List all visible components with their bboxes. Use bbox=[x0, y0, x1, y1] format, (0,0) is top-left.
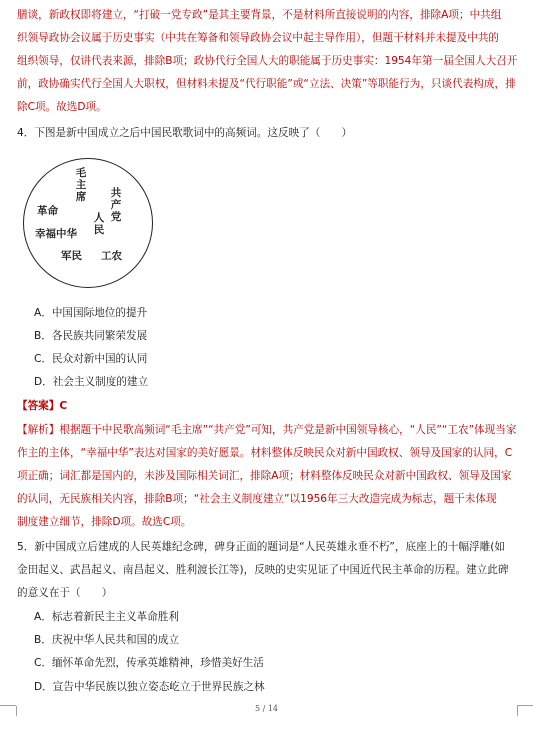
q5-option-c[interactable]: C．缅怀革命先烈，传承英雄精神，珍惜美好生活 bbox=[34, 657, 264, 669]
q5-stem-line: 金田起义、武昌起义、南昌起义、胜利渡长江等)，反映的史实见证了中国近代民主革命的历程。建立此碑 bbox=[17, 564, 509, 576]
page-number: 5 / 14 bbox=[254, 704, 279, 713]
q4-option-a[interactable]: A．中国国际地位的提升 bbox=[34, 307, 148, 319]
q4-analysis-line: 【解析】根据题干中民歌高频词“毛主席”“共产党”可知，共产党是新中国领导核心，“人民”“工农”体现当家 bbox=[17, 424, 517, 436]
q5-option-d[interactable]: D．宣告中华民族以独立姿态屹立于世界民族之林 bbox=[34, 681, 265, 693]
q4-answer: 【答案】C bbox=[17, 400, 68, 412]
q4-analysis-line: 的认同，无民族相关内容，排除B项；“社会主义制度建立”以1956年三大改造完成为标志，题干未体现 bbox=[17, 493, 497, 505]
q4-analysis-line: 项正确；词汇都是国内的，未涉及国际相关词汇，排除A项；材料整体反映民众对新中国政权、领导及国家 bbox=[17, 470, 512, 482]
q5-option-a[interactable]: A．标志着新民主主义革命胜利 bbox=[34, 611, 179, 623]
question-4-stem: 4．下图是新中国成立之后中国民歌歌词中的高频词。这反映了（ ） bbox=[17, 127, 353, 139]
q5-stem-line: 的意义在于（ ） bbox=[17, 587, 113, 599]
q4-analysis-line: 作主的主体，“幸福中华”表达对国家的美好愿景。材料整体反映民众对新中国政权、领导及国家的认同，C bbox=[17, 447, 513, 459]
q4-option-d[interactable]: D．社会主义制度的建立 bbox=[34, 376, 149, 388]
word-renmin: 人民 bbox=[93, 212, 105, 236]
word-geming: 革命 bbox=[37, 205, 58, 217]
word-junmin: 军民 bbox=[61, 250, 82, 262]
word-xingfu-zhonghua: 幸福中华 bbox=[35, 228, 77, 240]
prev-analysis-line: 织领导政协会议属于历史事实（中共在筹备和领导政协会议中起主导作用），但题干材料并未提及中共的 bbox=[17, 32, 500, 44]
word-gongchandang: 共产党 bbox=[110, 187, 122, 223]
prev-analysis-line: 前，政协确实代行全国人大职权，但材料未提及“代行职能”或“立法、决策”等职能行为，只谈代表构成，排 bbox=[17, 78, 516, 90]
q5-stem-line: 5．新中国成立后建成的人民英雄纪念碑，碑身正面的题词是“人民英雄永垂不朽”，底座上的十幅浮雕(如 bbox=[17, 541, 505, 553]
prev-analysis-line: 除C项。故选D项。 bbox=[17, 101, 107, 113]
q4-analysis-line: 制度建立细节，排除D项。故选C项。 bbox=[17, 516, 192, 528]
q5-option-b[interactable]: B．庆祝中华人民共和国的成立 bbox=[34, 634, 179, 646]
prev-analysis-line: 组织领导，仅讲代表来源，排除B项；政协代行全国人大的职能属于历史事实：1954年第一届全国人大召开 bbox=[17, 55, 518, 67]
word-maozhuxi: 毛主席 bbox=[75, 167, 87, 203]
prev-analysis-line: 膳谈，新政权即将建立，“打破一党专政”是其主要背景，不是材料所直接说明的内容，排除A项；中共组 bbox=[17, 9, 502, 21]
word-gongnong: 工农 bbox=[101, 250, 122, 262]
q4-option-b[interactable]: B．各民族共同繁荣发展 bbox=[34, 330, 148, 342]
q4-option-c[interactable]: C．民众对新中国的认同 bbox=[34, 353, 148, 365]
word-cloud-circle bbox=[23, 158, 153, 288]
